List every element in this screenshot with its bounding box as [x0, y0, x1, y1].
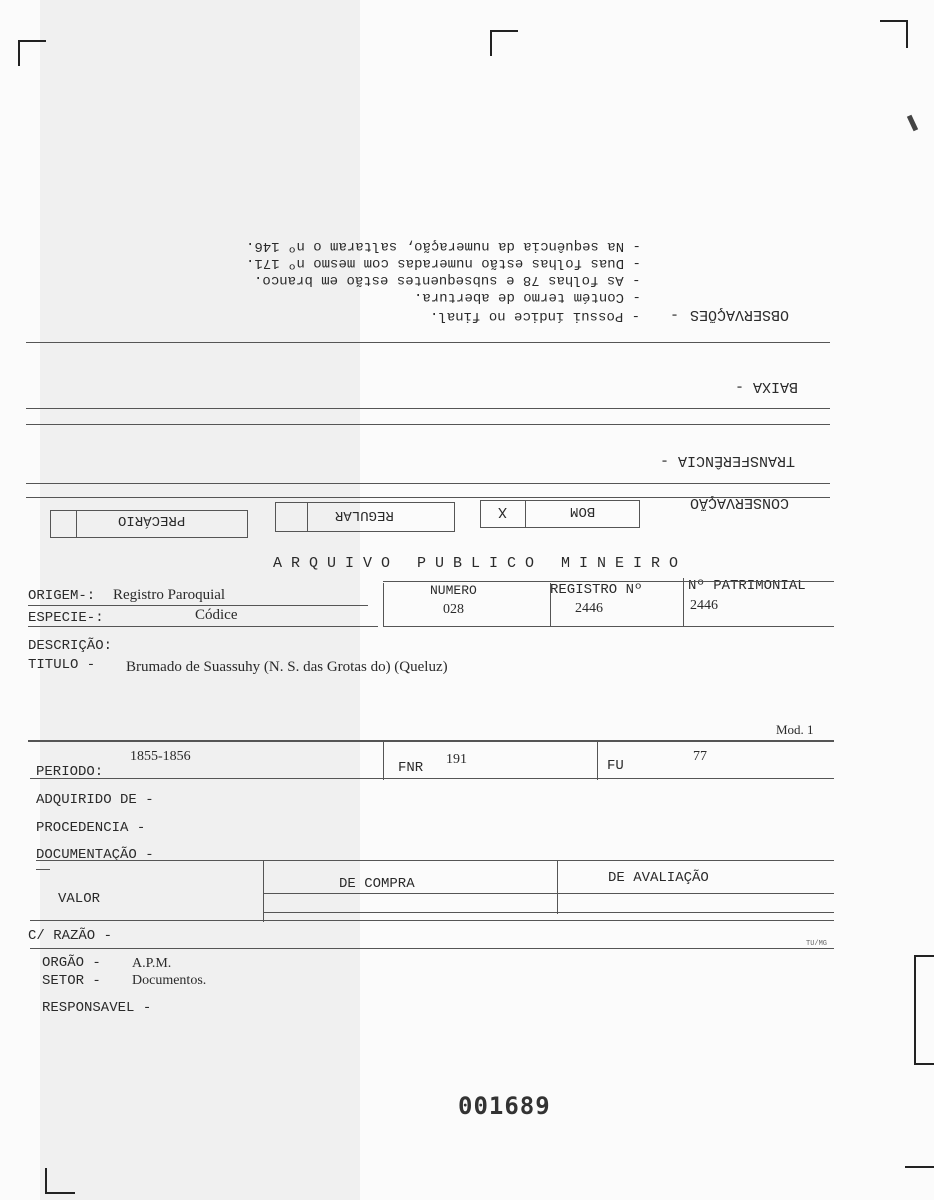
form-model: Mod. 1	[776, 722, 814, 737]
grid-divider	[383, 583, 384, 627]
divider-line	[26, 342, 830, 343]
divider-line	[36, 860, 834, 861]
fnr-value: 191	[446, 752, 467, 767]
periodo-value: 1855-1856	[130, 749, 191, 764]
descricao-label: DESCRIÇÃO:	[28, 638, 113, 654]
conservacao-label: CONSERVAÇÃO	[690, 494, 790, 511]
short-dash	[36, 869, 50, 870]
responsavel-label: RESPONSAVEL -	[42, 1000, 152, 1016]
grid-divider	[383, 742, 384, 780]
especie-underline	[28, 626, 378, 627]
crop-mark-right-bracket	[914, 955, 934, 1065]
titulo-label: TITULO -	[28, 657, 96, 673]
grid-bottom-line	[383, 626, 834, 627]
observacao-item: - Contém termo de abertura.	[414, 289, 641, 305]
valor-bottom-line	[263, 912, 834, 913]
valor-avaliacao-label: DE AVALIAÇÃO	[608, 870, 709, 886]
page-title: ARQUIVO PUBLICO MINEIRO	[273, 555, 688, 572]
numero-label: NUMERO	[430, 583, 477, 598]
divider-line	[30, 778, 834, 779]
origem-underline	[28, 605, 368, 606]
orgao-value: A.P.M.	[132, 956, 172, 971]
registro-label: REGISTRO Nº	[550, 582, 643, 598]
transferencia-label: TRANSFERÊNCIA -	[660, 452, 796, 469]
fnr-label: FNR	[398, 760, 424, 776]
divider-line	[26, 424, 830, 425]
procedencia-label: PROCEDENCIA -	[36, 820, 146, 836]
observacao-item: - Possui índice no final.	[430, 308, 641, 324]
grid-divider	[557, 860, 558, 914]
divider-line	[30, 948, 834, 949]
conservacao-option-regular: REGULAR	[335, 507, 394, 523]
crop-mark-top-center	[490, 30, 518, 56]
conservacao-precario-divider	[76, 510, 77, 538]
observacoes-dash: -	[670, 306, 680, 323]
crop-mark-top-right	[880, 20, 908, 48]
form-code: TU/MG	[806, 940, 828, 948]
especie-label: ESPECIE-:	[28, 610, 104, 626]
grid-top-line	[383, 581, 834, 582]
divider-line	[26, 483, 830, 484]
patrimonial-label: Nº PATRIMONIAL	[688, 578, 806, 594]
orgao-label: ORGÃO -	[42, 955, 101, 971]
origem-value: Registro Paroquial	[113, 587, 226, 603]
registro-value: 2446	[575, 601, 603, 616]
conservacao-option-precario: PRECÁRIO	[118, 512, 186, 528]
fu-label: FU	[607, 758, 624, 774]
divider-line	[26, 408, 830, 409]
crop-mark-bottom-left	[45, 1168, 75, 1194]
setor-label: SETOR -	[42, 973, 101, 989]
grid-divider	[683, 578, 684, 626]
grid-divider	[597, 742, 598, 780]
scan-speck	[907, 115, 918, 132]
titulo-value: Brumado de Suassuhy (N. S. das Grotas do) (Queluz)	[126, 659, 448, 675]
baixa-label: BAIXA -	[735, 378, 799, 395]
documentacao-label: DOCUMENTAÇÃO -	[36, 847, 154, 863]
crop-mark-top-left	[18, 40, 46, 66]
divider-line	[28, 740, 834, 742]
observacao-item: - Na sequência da numeração, saltaram o nº 146.	[246, 238, 641, 254]
periodo-label: PERIODO:	[36, 764, 104, 780]
valor-label: VALOR	[58, 891, 101, 907]
razao-label: C/ RAZÃO -	[28, 928, 113, 944]
observacao-item: - As folhas 78 e subsequentes estão em branco.	[254, 272, 641, 288]
observacoes-label: OBSERVAÇÕES	[690, 306, 790, 323]
crop-mark-bottom-right	[905, 1166, 934, 1168]
document-stamp-number: 001689	[458, 1092, 551, 1120]
conservacao-option-bom: BOM	[570, 503, 596, 519]
observacao-item: - Duas folhas estão numeradas com mesmo nº 171.	[246, 255, 641, 271]
especie-value: Códice	[195, 607, 238, 623]
numero-value: 028	[443, 602, 464, 617]
patrimonial-value: 2446	[690, 598, 718, 613]
fu-value: 77	[693, 749, 707, 764]
valor-compra-label: DE COMPRA	[339, 876, 415, 892]
conservacao-mark: X	[498, 503, 508, 520]
valor-subline	[263, 893, 834, 894]
conservacao-bom-divider	[525, 500, 526, 528]
setor-value: Documentos.	[132, 973, 207, 988]
conservacao-regular-divider	[307, 502, 308, 532]
adquirido-label: ADQUIRIDO DE -	[36, 792, 154, 808]
origem-label: ORIGEM-:	[28, 588, 96, 604]
divider-line	[30, 920, 834, 921]
